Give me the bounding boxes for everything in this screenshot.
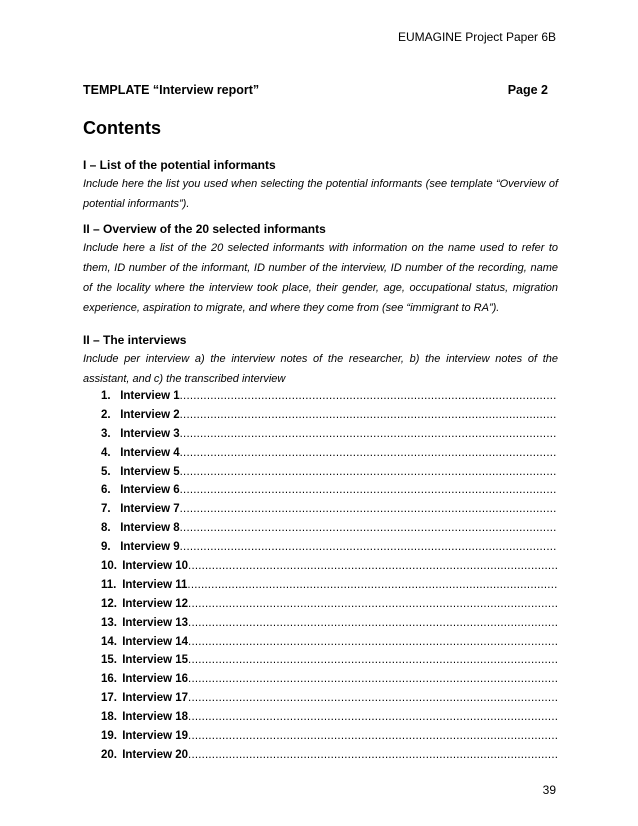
toc-entry[interactable] [101,579,557,598]
section-selected-informants [83,220,558,318]
toc-entry-number: 13. [101,616,117,629]
toc-entry[interactable] [101,673,557,692]
toc-entry[interactable] [101,390,557,409]
toc-dot-leader [180,484,557,496]
toc-dot-leader [188,598,557,610]
toc-entry-number: 12. [101,597,117,610]
toc-dot-leader [180,503,557,515]
toc-entry-label: Interview 19 [122,730,189,743]
toc-dot-leader [188,692,557,704]
interview-toc-list [101,390,557,768]
toc-entry-label: Interview 3 [120,427,180,440]
toc-dot-leader [188,654,557,666]
section-instructions: Include here the list you used when selecting the potential informants (see template “Overview of potential informants”). [83,178,558,210]
toc-entry-label: Interview 9 [120,541,180,554]
toc-dot-leader [180,447,557,459]
section-interviews [83,331,558,389]
toc-entry-number: 16. [101,673,117,686]
toc-entry[interactable] [101,730,557,749]
toc-entry[interactable] [101,654,557,673]
toc-entry-label: Interview 14 [122,635,189,648]
toc-dot-leader [188,617,557,629]
toc-entry-number: 15. [101,654,117,667]
toc-entry-number: 1. [101,390,111,402]
template-title-line [83,83,548,97]
toc-entry-label: Interview 8 [120,522,180,535]
running-header: EUMAGINE Project Paper 6B [397,30,556,44]
toc-entry-label: Interview 18 [122,711,189,724]
toc-entry[interactable] [101,711,557,730]
template-title: TEMPLATE “Interview report” [83,83,260,97]
toc-entry[interactable] [101,522,557,541]
toc-entry[interactable] [101,636,557,655]
toc-entry[interactable] [101,749,557,768]
toc-entry[interactable] [101,560,557,579]
section-instructions: Include per interview a) the interview notes of the researcher, b) the interview notes of the assistant, and c) the transcribed interview [83,353,558,385]
toc-dot-leader [180,466,557,478]
toc-entry-label: Interview 12 [122,597,189,610]
toc-dot-leader [187,579,557,591]
toc-entry-number: 17. [101,692,117,705]
toc-entry-number: 9. [101,541,111,554]
toc-entry-label: Interview 15 [122,654,189,667]
toc-entry-label: Interview 20 [122,748,189,761]
toc-entry-label: Interview 16 [122,673,189,686]
toc-entry-number: 11. [101,578,117,591]
toc-dot-leader [180,522,557,534]
toc-dot-leader [180,390,557,402]
toc-dot-leader [188,711,557,723]
toc-entry[interactable] [101,466,557,485]
section-heading: I – List of the potential informants [83,158,276,172]
toc-entry-label: Interview 2 [120,408,180,421]
toc-entry-label: Interview 4 [120,446,180,459]
toc-entry-label: Interview 11 [122,578,188,591]
contents-heading: Contents [83,118,161,138]
toc-dot-leader [188,560,557,572]
toc-entry[interactable] [101,447,557,466]
section-heading: II – Overview of the 20 selected informants [83,222,326,236]
section-heading: II – The interviews [83,333,187,347]
toc-entry-label: Interview 5 [120,465,180,478]
toc-entry-number: 5. [101,465,111,478]
toc-dot-leader [188,636,557,648]
toc-entry[interactable] [101,428,557,447]
toc-entry[interactable] [101,503,557,522]
toc-entry[interactable] [101,692,557,711]
toc-dot-leader [180,541,557,553]
toc-entry-label: Interview 7 [120,503,180,516]
toc-entry-number: 4. [101,446,111,459]
toc-entry-label: Interview 13 [122,616,189,629]
toc-entry-label: Interview 10 [122,560,189,573]
toc-entry-number: 10. [101,560,117,573]
toc-entry-number: 18. [101,711,117,724]
toc-entry[interactable] [101,541,557,560]
toc-entry-number: 2. [101,408,111,421]
toc-entry-number: 20. [101,748,117,761]
toc-entry-number: 19. [101,730,117,743]
toc-dot-leader [180,428,557,440]
toc-entry-label: Interview 17 [122,692,189,705]
toc-dot-leader [180,409,557,421]
toc-entry-number: 7. [101,503,111,516]
toc-entry-number: 8. [101,522,111,535]
toc-dot-leader [188,749,557,761]
template-page-label: Page 2 [507,83,548,97]
toc-entry-number: 6. [101,484,111,497]
toc-entry-label: Interview 1 [120,390,180,402]
toc-entry[interactable] [101,617,557,636]
toc-entry[interactable] [101,409,557,428]
section-instructions: Include here a list of the 20 selected informants with information on the name used to refer to them, ID number of the informant, ID number of the interview, ID number of the recording, name of the locality where the interview took place, their gender, age, occupational status, migration experience, aspiration to migrate, and where they come from (see “immigrant to RA”). [83,242,558,314]
page-number: 39 [542,783,556,797]
toc-dot-leader [188,673,557,685]
toc-dot-leader [188,730,557,742]
section-potential-informants [83,156,558,214]
toc-entry-number: 3. [101,427,111,440]
toc-entry-label: Interview 6 [120,484,180,497]
toc-entry-number: 14. [101,635,117,648]
toc-entry[interactable] [101,598,557,617]
toc-entry[interactable] [101,484,557,503]
